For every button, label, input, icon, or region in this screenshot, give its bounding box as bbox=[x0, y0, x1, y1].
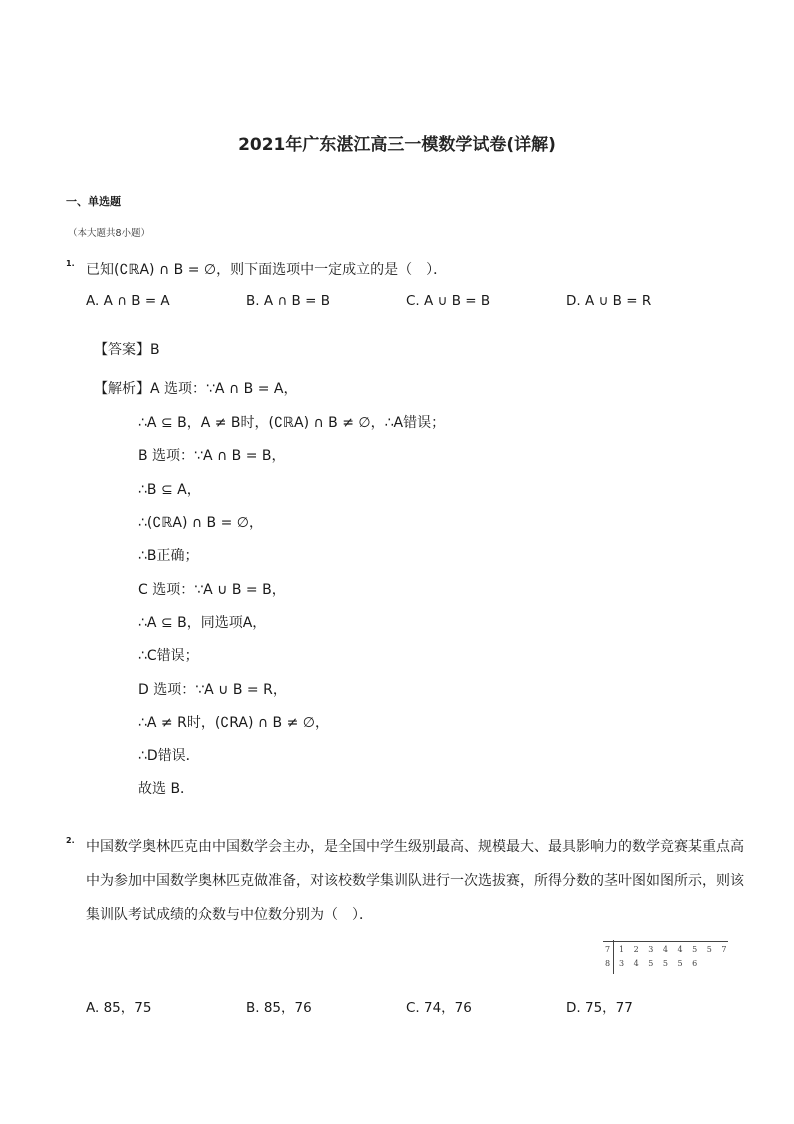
leaf-values: 3 4 5 5 5 6 bbox=[619, 959, 698, 968]
section-note: （本大题共8小题） bbox=[68, 228, 151, 239]
option-d: D. A ∪ B = R bbox=[566, 293, 652, 309]
analysis-line: C 选项：∵A ∪ B = B， bbox=[138, 582, 286, 598]
question-stem: 已知(∁ℝA) ∩ B = ∅，则下面选项中一定成立的是（ ）． bbox=[86, 262, 448, 278]
option-b: B. 85，76 bbox=[246, 1000, 312, 1016]
stem-leaf-divider bbox=[613, 940, 614, 974]
analysis-line: ∴B正确； bbox=[138, 548, 199, 564]
analysis-line: 【解析】A 选项：∵A ∩ B = A， bbox=[94, 381, 298, 397]
analysis-line: ∴A ⊆ B，同选项A， bbox=[138, 615, 267, 631]
option-a: A. 85，75 bbox=[86, 1000, 152, 1016]
stem-value: 8 bbox=[605, 959, 611, 968]
option-c: C. 74，76 bbox=[406, 1000, 472, 1016]
analysis-line: 故选 B． bbox=[138, 781, 195, 797]
answer-line: 【答案】B bbox=[94, 342, 160, 358]
section-heading: 一、单选题 bbox=[66, 195, 121, 208]
question-stem: 中国数学奥林匹克由中国数学会主办，是全国中学生级别最高、规模最大、最具影响力的数学竞赛某重点高中为参加中国数学奥林匹克做准备，对该校数学集训队进行一次选拔赛，所得分数的茎叶图如图所示，则该集训队考试成绩的众数与中位数分别为（ ）． bbox=[86, 839, 744, 923]
analysis-line: ∴C错误； bbox=[138, 648, 199, 664]
analysis-line: ∴A ≠ R时，(∁RA) ∩ B ≠ ∅， bbox=[138, 715, 329, 731]
analysis-line: ∴(∁ℝA) ∩ B = ∅， bbox=[138, 515, 263, 531]
analysis-line: ∴D错误． bbox=[138, 748, 200, 764]
analysis-line: ∴B ⊆ A， bbox=[138, 482, 201, 498]
option-b: B. A ∩ B = B bbox=[246, 293, 330, 309]
analysis-line: ∴A ⊆ B，A ≠ B时，(∁ℝA) ∩ B ≠ ∅，∴A错误； bbox=[138, 415, 446, 431]
analysis-line: D 选项：∵A ∪ B = R， bbox=[138, 682, 287, 698]
question-number: 2. bbox=[66, 836, 75, 845]
stem-leaf-top-rule bbox=[603, 941, 728, 942]
question-number: 1. bbox=[66, 259, 75, 268]
page-title: 2021年广东湛江高三一模数学试卷(详解) bbox=[238, 135, 556, 155]
leaf-values: 1 2 3 4 4 5 5 7 bbox=[619, 945, 728, 954]
option-a: A. A ∩ B = A bbox=[86, 293, 170, 309]
stem-value: 7 bbox=[605, 945, 611, 954]
stem-leaf-plot bbox=[603, 940, 728, 974]
option-c: C. A ∪ B = B bbox=[406, 293, 491, 309]
option-d: D. 75，77 bbox=[566, 1000, 633, 1016]
analysis-line: B 选项：∵A ∩ B = B， bbox=[138, 448, 286, 464]
